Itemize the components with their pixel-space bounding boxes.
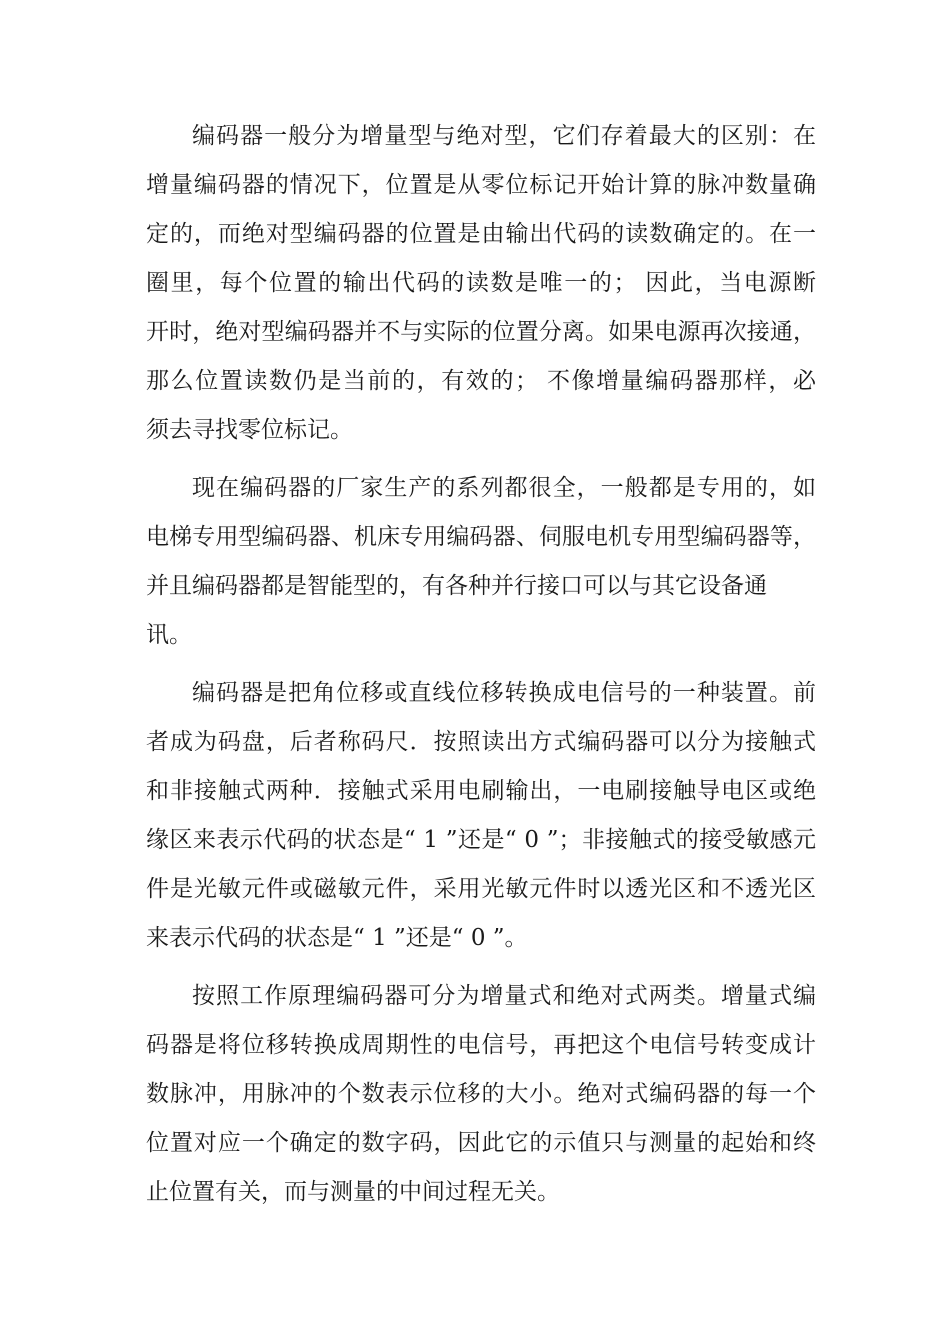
text-line: 数脉冲，用脉冲的个数表示位移的大小。绝对式编码器的每一个: [146, 1081, 816, 1107]
paragraph-encoder-types: [146, 112, 816, 455]
paragraph-manufacturers: [146, 464, 816, 660]
paragraph-definition: [146, 669, 816, 963]
text-line: 和非接触式两种．接触式采用电刷输出，一电刷接触导电区或绝: [146, 778, 816, 804]
text-line: 圈里，每个位置的输出代码的读数是唯一的； 因此，当电源断: [146, 270, 816, 296]
text-line: 定的，而绝对型编码器的位置是由输出代码的读数确定的。在一: [146, 221, 816, 247]
document-body: [146, 112, 816, 1226]
text-line: 开时，绝对型编码器并不与实际的位置分离。如果电源再次接通，: [146, 319, 816, 345]
paragraph-working-principle: [146, 972, 816, 1217]
text-line: 电梯专用型编码器、机床专用编码器、伺服电机专用型编码器等，: [146, 524, 816, 550]
text-line: 并且编码器都是智能型的，有各种并行接口可以与其它设备通: [146, 573, 767, 599]
text-line: 讯。: [146, 622, 192, 648]
text-line: 编码器一般分为增量型与绝对型，它们存着最大的区别：在: [192, 123, 816, 149]
text-line: 来表示代码的状态是“ 1 ”还是“ 0 ”。: [146, 925, 528, 951]
text-line: 现在编码器的厂家生产的系列都很全，一般都是专用的，如: [192, 475, 816, 501]
text-line: 缘区来表示代码的状态是“ 1 ”还是“ 0 ”；非接触式的接受敏感元: [146, 827, 816, 853]
text-line: 者成为码盘，后者称码尺．按照读出方式编码器可以分为接触式: [146, 729, 816, 755]
text-line: 止位置有关，而与测量的中间过程无关。: [146, 1179, 560, 1205]
text-line: 码器是将位移转换成周期性的电信号，再把这个电信号转变成计: [146, 1032, 816, 1058]
text-line: 增量编码器的情况下，位置是从零位标记开始计算的脉冲数量确: [146, 172, 816, 198]
text-line: 件是光敏元件或磁敏元件，采用光敏元件时以透光区和不透光区: [146, 876, 816, 902]
text-line: 那么位置读数仍是当前的，有效的； 不像增量编码器那样，必: [146, 368, 816, 394]
text-line: 按照工作原理编码器可分为增量式和绝对式两类。增量式编: [192, 983, 816, 1009]
text-line: 须去寻找零位标记。: [146, 417, 353, 443]
text-line: 位置对应一个确定的数字码，因此它的示值只与测量的起始和终: [146, 1130, 816, 1156]
text-line: 编码器是把角位移或直线位移转换成电信号的一种装置。前: [192, 680, 816, 706]
